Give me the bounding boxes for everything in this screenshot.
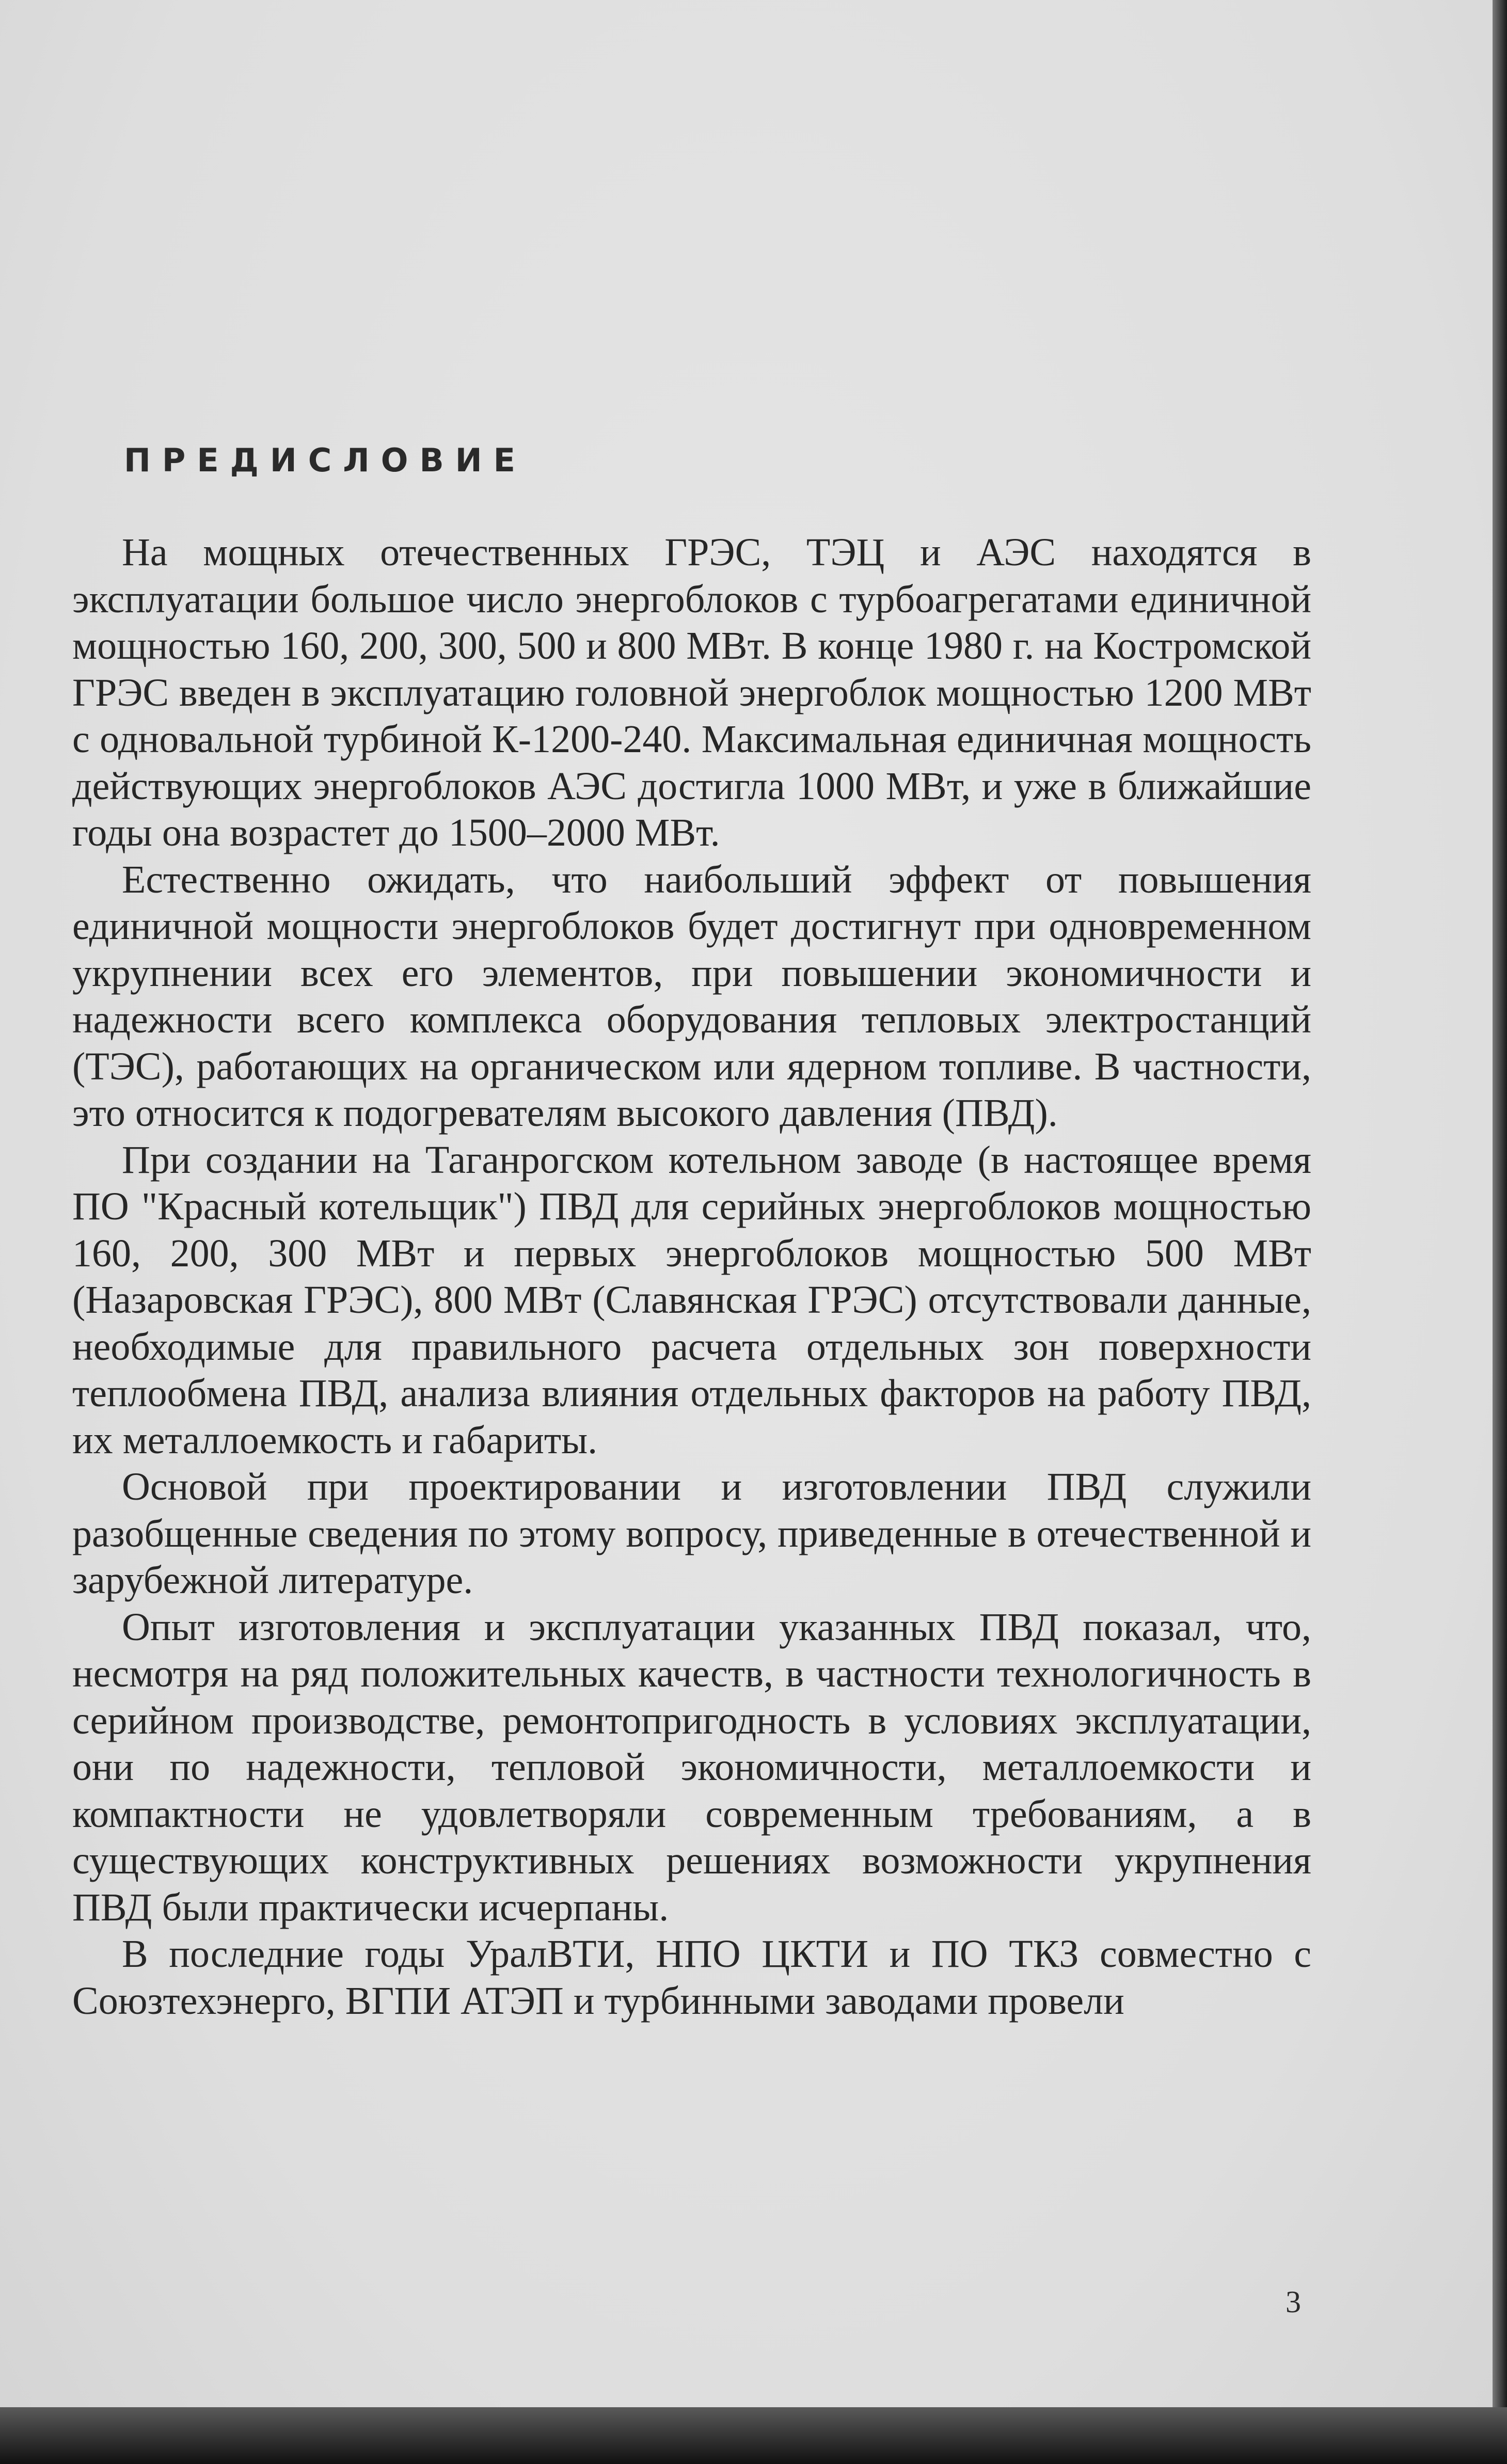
paragraph: Основой при проектировании и изготовлении ПВД служили разобщенные сведения по этому вопросу, приведенные в отечественной и зарубежной литературе. bbox=[72, 1465, 1311, 1602]
page-number: 3 bbox=[1286, 2285, 1301, 2319]
body-text bbox=[72, 529, 1311, 2024]
paragraph: На мощных отечественных ГРЭС, ТЭЦ и АЭС находятся в эксплуатации большое число энергоблоков с турбоагрегатами единичной мощностью 160, 200, 300, 500 и 800 МВт. В конце 1980 г. на Костромской ГРЭС введен в эксплуатацию головной энергоблок мощностью 1200 МВт с одновальной турбиной К-1200-240. Максимальная единичная мощность действующих энергоблоков АЭС достигла 1000 МВт, и уже в ближайшие годы она возрастет до 1500–2000 МВт. bbox=[72, 531, 1311, 854]
scan-edge-right bbox=[1493, 0, 1507, 2464]
paragraph: В последние годы УралВТИ, НПО ЦКТИ и ПО ТКЗ совместно с Союзтехэнерго, ВГПИ АТЭП и турбинными заводами провели bbox=[72, 1932, 1311, 2023]
paragraph: При создании на Таганрогском котельном заводе (в настоящее время ПО "Красный котельщик") ПВД для серийных энергоблоков мощностью 160, 200, 300 МВт и первых энергоблоков мощностью 500 МВт (Назаровская ГРЭС), 800 МВт (Славянская ГРЭС) отсутствовали данные, необходимые для правильного расчета отдельных зон поверхности теплообмена ПВД, анализа влияния отдельных факторов на работу ПВД, их металлоемкость и габариты. bbox=[72, 1138, 1311, 1462]
scan-edge-bottom bbox=[0, 2407, 1507, 2464]
paragraph: Естественно ожидать, что наибольший эффект от повышения единичной мощности энергоблоков будет достигнут при одновременном укрупнении всех его элементов, при повышении экономичности и надежности всего комплекса оборудования тепловых электростанций (ТЭС), работающих на органическом или ядерном топливе. В частности, это относится к подогревателям высокого давления (ПВД). bbox=[72, 857, 1311, 1135]
paragraph: Опыт изготовления и эксплуатации указанных ПВД показал, что, несмотря на ряд положительных качеств, в частности технологичность в серийном производстве, ремонтопригодность в условиях эксплуатации, они по надежности, тепловой экономичности, металлоемкости и компактности не удовлетворяли современным требованиям, а в существующих конструктивных решениях возможности укрупнения ПВД были практически исчерпаны. bbox=[72, 1605, 1311, 1929]
section-heading: ПРЕДИСЛОВИЕ bbox=[124, 441, 527, 479]
